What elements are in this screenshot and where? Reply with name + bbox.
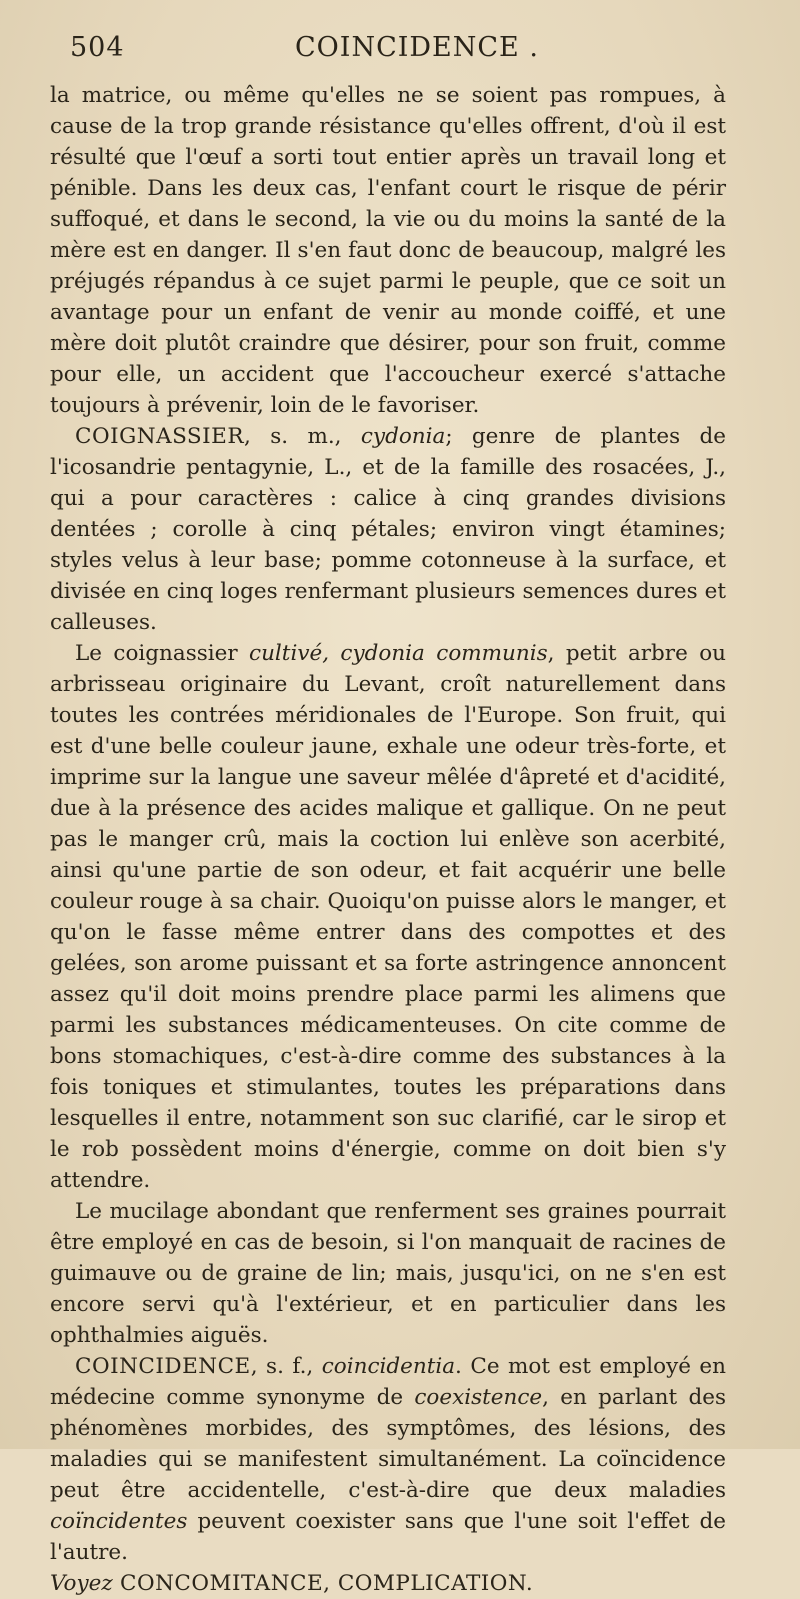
entry-abbreviation: , s. m., bbox=[244, 424, 361, 449]
paragraph-italic: coïncidentes bbox=[50, 1509, 188, 1534]
entry-coignassier bbox=[50, 421, 726, 638]
paragraph-text: Le mucilage abondant que renferment ses graines pourrait être employé en cas de besoin, si l'on manquait de racines de guimauve ou de graine de lin; mais, jusqu'ici, on ne s'en est encore servi qu'à l'extérieur, et en particulier dans les ophthalmies aiguës. bbox=[50, 1199, 726, 1348]
entry-definition: ; genre de plantes de l'icosandrie pentagynie, L., et de la famille des rosacées, J., qui a pour caractères : calice à cinq grandes divisions dentées ; corolle à cinq pétales; environ vingt étamines; styles velus à leur base; pomme cotonneuse à la surface, et divisée en cinq loges renfermant plusieurs semences dures et calleuses. bbox=[50, 424, 726, 635]
entry-coincidence bbox=[50, 1351, 726, 1568]
paragraph-coignassier-cultive bbox=[50, 638, 726, 1196]
paragraph-mucilage bbox=[50, 1196, 726, 1351]
paragraph-text: Le coignassier bbox=[75, 641, 250, 666]
paragraph-text: la matrice, ou même qu'elles ne se soient pas rompues, à cause de la trop grande résistance qu'elles offrent, d'où il est résulté que l'œuf a sorti tout entier après un travail long et pénible. Dans les deux cas, l'enfant court le risque de périr suffoqué, et dans le second, la vie ou du moins la santé de la mère est en danger. Il s'en faut donc de beaucoup, malgré les préjugés répandus à ce sujet parmi le peuple, que ce soit un avantage pour un enfant de venir au monde coiffé, et une mère doit plutôt craindre que désirer, pour son fruit, comme pour elle, un accident que l'accoucheur exercé s'attache toujours à prévenir, loin de le favoriser. bbox=[50, 83, 726, 418]
entry-headword: COINCIDENCE bbox=[75, 1354, 251, 1379]
paragraph-continuation bbox=[50, 80, 726, 421]
entry-abbreviation: , s. f., bbox=[250, 1354, 322, 1379]
paragraph-text: , petit arbre ou arbrisseau originaire du Levant, croît naturellement dans toutes les contrées méridionales de l'Europe. Son fruit, qui est d'une belle couleur jaune, exhale une odeur très-forte, et imprime sur la langue une saveur mêlée d'âpreté et d'acidité, due à la présence des acides malique et gallique. On ne peut pas le manger crû, mais la coction lui enlève son acerbité, ainsi qu'une partie de son odeur, et fait acquérir une belle couleur rouge à sa chair. Quoiqu'on puisse alors le manger, et qu'on le fasse même entrer dans des compottes et des gelées, son arome puissant et sa forte astringence annoncent assez qu'il doit moins prendre place parmi les alimens que parmi les substances médicamenteuses. On cite comme de bons stomachiques, c'est-à-dire comme des substances à la fois toniques et stimulantes, toutes les préparations dans lesquelles il entre, notamment son suc clarifié, car le sirop et le rob possèdent moins d'énergie, comme on doit bien s'y attendre. bbox=[50, 641, 727, 1193]
cross-reference bbox=[50, 1568, 726, 1599]
running-head: COINCIDENCE . bbox=[295, 32, 539, 63]
entry-definition: , en parlant des phénomènes morbides, des symptômes, des lésions, des maladies qui se manifestent simultanément. La coïncidence peut être accidentelle, c'est-à-dire que deux maladies bbox=[50, 1385, 727, 1503]
page-body bbox=[50, 80, 726, 1599]
cross-reference-voyez: Voyez bbox=[50, 1571, 113, 1596]
paragraph-italic: cultivé, cydonia communis bbox=[249, 641, 548, 666]
paragraph-italic: coexistence bbox=[414, 1385, 543, 1410]
entry-headword: COIGNASSIER bbox=[75, 424, 245, 449]
page-header bbox=[70, 28, 710, 68]
entry-definition: peuvent coexister sans que l'une soit l'effet de l'autre. bbox=[50, 1509, 726, 1565]
entry-latin-name: cydonia bbox=[360, 424, 446, 449]
entry-definition: . Ce mot est employé en médecine comme synonyme de bbox=[50, 1354, 726, 1410]
entry-latin-name: coincidentia bbox=[321, 1354, 456, 1379]
page-number: 504 bbox=[70, 32, 125, 63]
cross-reference-targets: CONCOMITANCE, COMPLICATION. bbox=[112, 1571, 534, 1596]
